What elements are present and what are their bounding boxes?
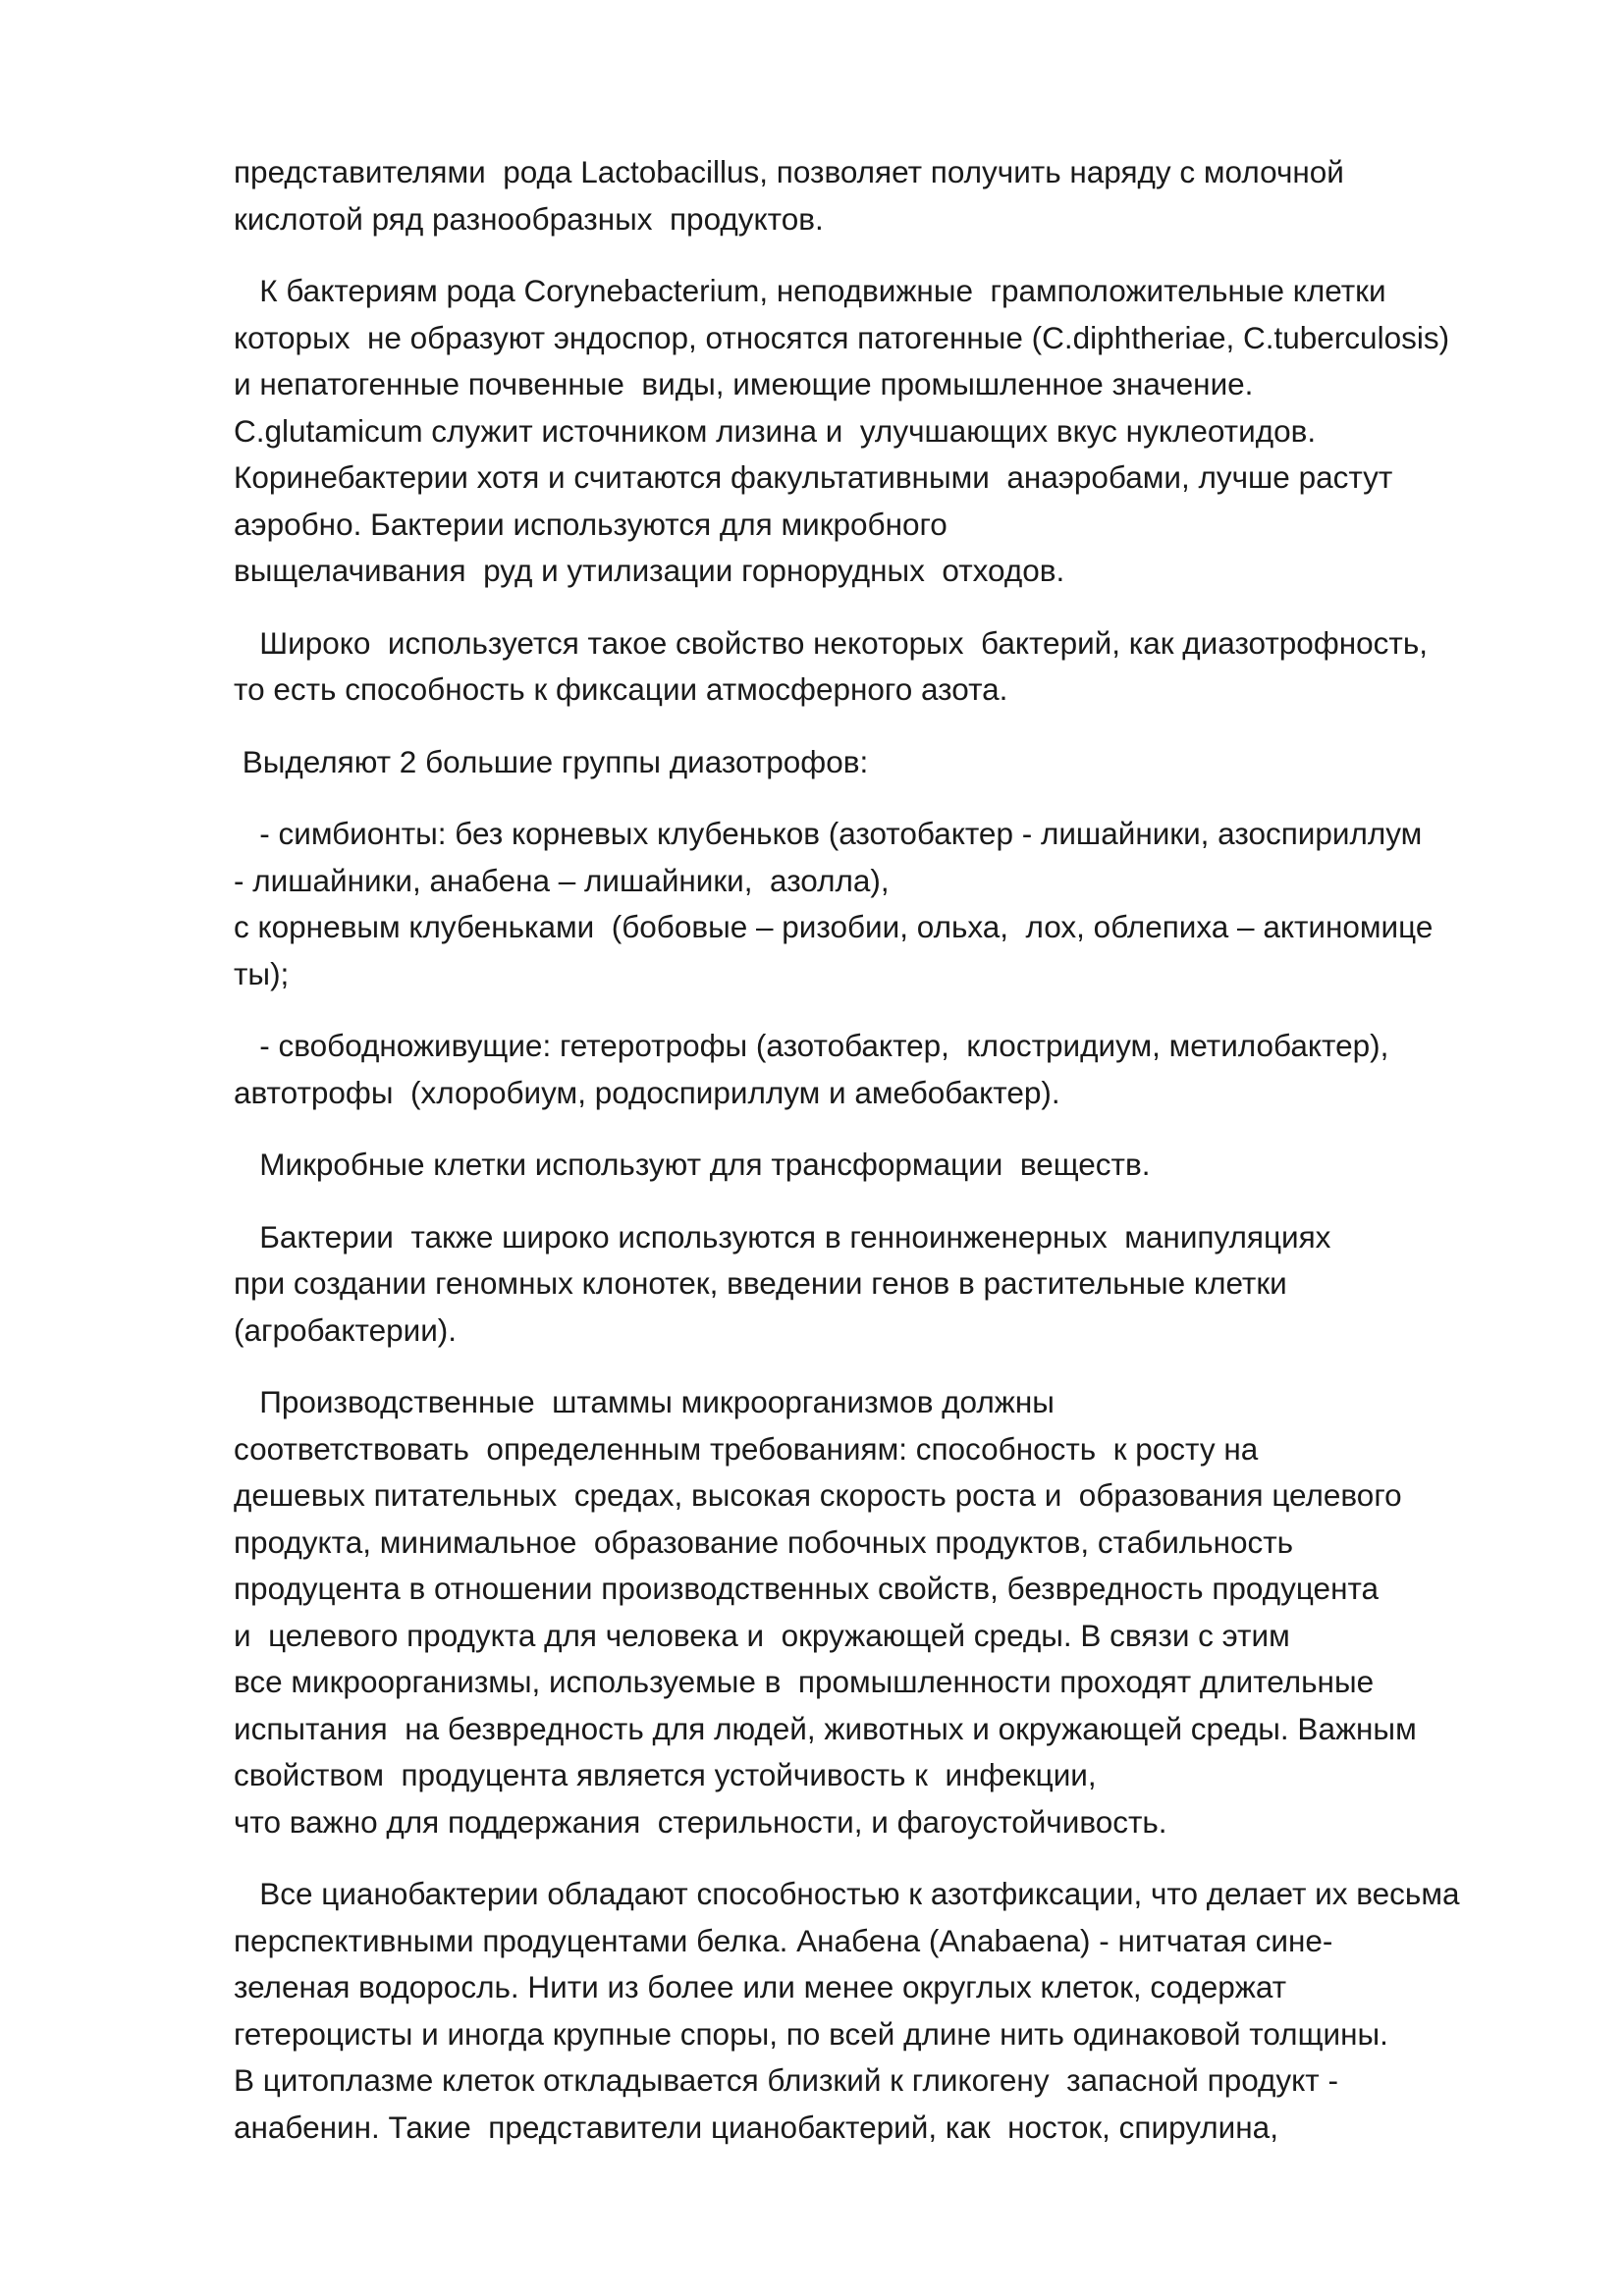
paragraph <box>234 1142 1530 1189</box>
text-line: зеленая водоросль. Нити из более или менее округлых клеток, содержат <box>234 1969 1287 2004</box>
paragraph <box>234 149 1530 242</box>
text-line: автотрофы (хлоробиум, родоспириллум и амебобактер). <box>234 1074 1060 1110</box>
text-line: анабенин. Такие представители цианобактерий, как носток, спирулина, <box>234 2109 1278 2145</box>
text-line: Коринебактерии хотя и считаются факультативными анаэробами, лучше растут <box>234 459 1393 495</box>
text-line: которых не образуют эндоспор, относятся патогенные (C.diphtheriae, C.tuberculosis) <box>234 319 1450 355</box>
paragraph <box>234 739 1530 786</box>
text-line: и целевого продукта для человека и окружающей среды. В связи с этим <box>234 1617 1290 1653</box>
text-line: перспективными продуцентами белка. Анабена (Anabaena) - нитчатая сине- <box>234 1922 1333 1958</box>
text-line: C.glutamicum служит источником лизина и улучшающих вкус нуклеотидов. <box>234 412 1317 449</box>
paragraph <box>234 620 1530 714</box>
text-line: В цитоплазме клеток откладывается близкий к гликогену запасной продукт - <box>234 2062 1338 2098</box>
text-line: - лишайники, анабена – лишайники, азолла), <box>234 862 890 898</box>
text-line: при создании геномных клонотек, введении генов в растительные клетки <box>234 1265 1287 1301</box>
document-page <box>234 149 1530 2176</box>
text-line: Производственные штаммы микроорганизмов должны <box>234 1384 1055 1419</box>
text-line: выщелачивания руд и утилизации горнорудных отходов. <box>234 553 1065 588</box>
text-line: Бактерии также широко используются в генноинженерных манипуляциях <box>234 1218 1331 1255</box>
text-line: Микробные клетки используют для трансформации веществ. <box>234 1147 1151 1182</box>
text-line: - симбионты: без корневых клубеньков (азотобактер - лишайники, азоспириллум <box>234 816 1423 851</box>
text-line: свойством продуцента является устойчивость к инфекции, <box>234 1757 1097 1792</box>
text-line: соответствовать определенным требованиям: способность к росту на <box>234 1430 1259 1467</box>
paragraph <box>234 268 1530 595</box>
paragraph <box>234 1379 1530 1845</box>
paragraph <box>234 1214 1530 1355</box>
paragraph <box>234 811 1530 997</box>
text-line: что важно для поддержания стерильности, и фагоустойчивость. <box>234 1803 1167 1840</box>
text-line: К бактериям рода Corynebacterium, неподвижные грамположительные клетки <box>234 273 1386 308</box>
paragraph <box>234 1871 1530 2151</box>
text-line: все микроорганизмы, используемые в промышленности проходят длительные <box>234 1664 1375 1699</box>
text-line: то есть способность к фиксации атмосферного азота. <box>234 671 1008 707</box>
text-line: аэробно. Бактерии используются для микробного <box>234 506 947 542</box>
text-line: и непатогенные почвенные виды, имеющие промышленное значение. <box>234 366 1254 401</box>
text-line: гетероцисты и иногда крупные споры, по всей длине нить одинаковой толщины. <box>234 2015 1388 2052</box>
text-line: испытания на безвредность для людей, животных и окружающей среды. Важным <box>234 1710 1417 1746</box>
text-line: - свободноживущие: гетеротрофы (азотобактер, клостридиум, метилобактер), <box>234 1028 1389 1063</box>
text-line: представителями рода Lactobacillus, позволяет получить наряду с молочной <box>234 154 1344 189</box>
text-line: кислотой ряд разнообразных продуктов. <box>234 200 824 237</box>
text-line: дешевых питательных средах, высокая скорость роста и образования целевого <box>234 1477 1402 1513</box>
text-line: продуцента в отношении производственных свойств, безвредность продуцента <box>234 1571 1380 1606</box>
text-line: с корневым клубеньками (бобовые – ризобии, ольха, лох, облепиха – актиномице <box>234 909 1434 944</box>
text-line: Широко используется такое свойство некоторых бактерий, как диазотрофность, <box>234 624 1428 661</box>
text-line: (агробактерии). <box>234 1311 458 1348</box>
text-line: Выделяют 2 большие группы диазотрофов: <box>234 743 869 779</box>
paragraph <box>234 1023 1530 1116</box>
text-line: ты); <box>234 955 290 991</box>
text-line: продукта, минимальное образование побочных продуктов, стабильность <box>234 1523 1294 1560</box>
text-line: Все цианобактерии обладают способностью к азотфиксации, что делает их весьма <box>234 1876 1460 1911</box>
